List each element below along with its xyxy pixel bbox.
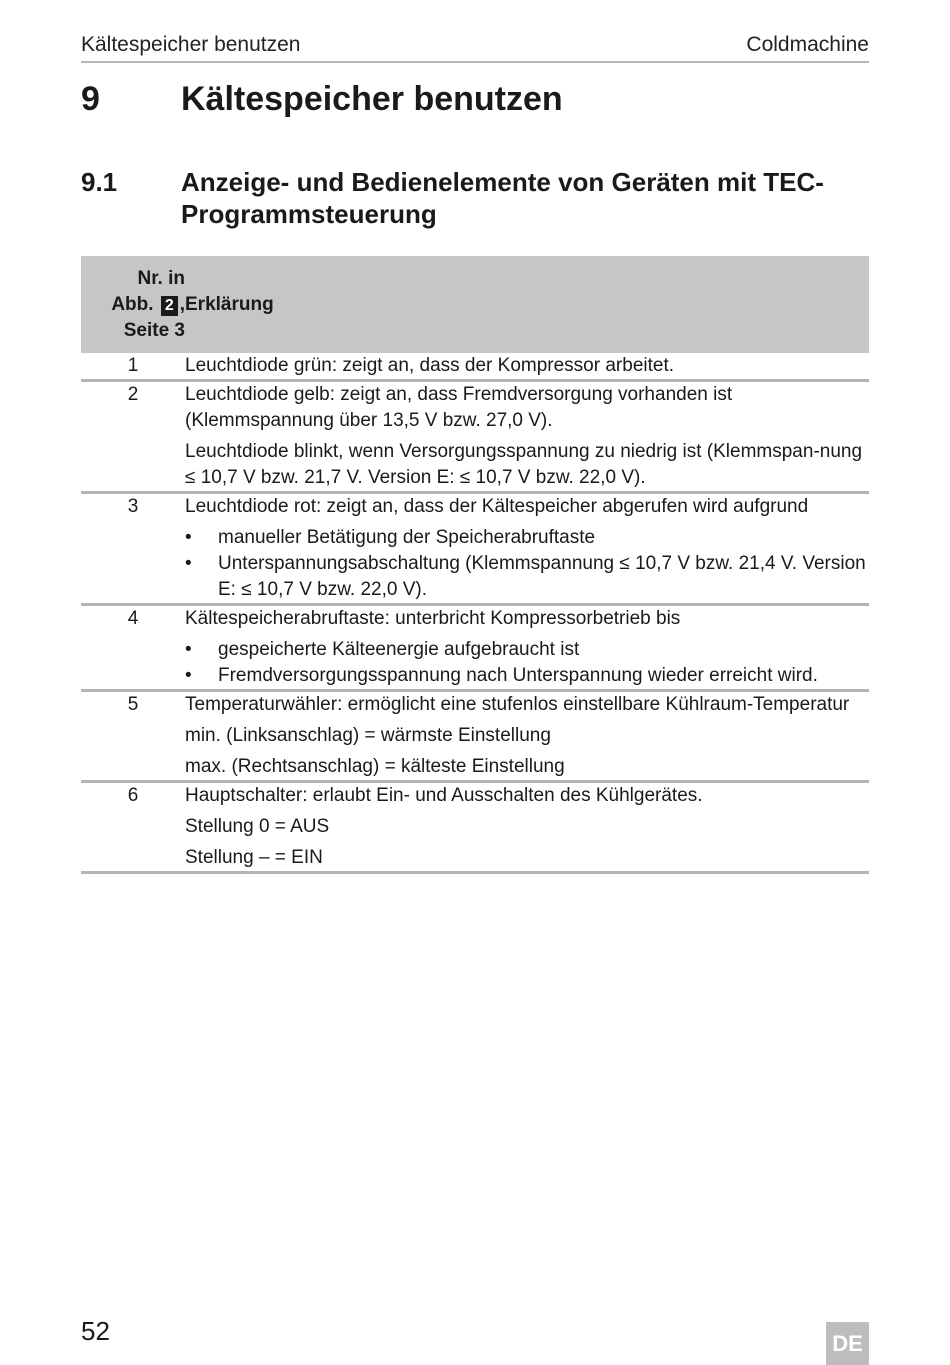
header-product-name: Coldmachine [746, 33, 869, 56]
running-header [81, 30, 869, 63]
header-chapter-title: Kältespeicher benutzen [81, 33, 301, 56]
bullet-item: • Fremdversorgungsspannung nach Unterspannung wieder erreicht wird. [185, 663, 869, 689]
controls-table [81, 256, 869, 874]
row-explanation [185, 691, 869, 782]
row-number: 4 [81, 605, 185, 691]
bullet-item: • manueller Betätigung der Speicherabruftaste [185, 525, 869, 551]
column-header-number-line1: Nr. in [137, 267, 185, 289]
table-row [81, 493, 869, 605]
row-explanation [185, 381, 869, 493]
row-explanation [185, 782, 869, 873]
chapter-title: Kältespeicher benutzen [181, 80, 563, 118]
explanation-paragraph: Leuchtdiode blinkt, wenn Versorgungsspannung zu niedrig ist (Klemmspan-nung ≤ 10,7 V bzw. 21,7 V. Version E: ≤ 10,7 V bzw. 22,0 V). [185, 441, 863, 488]
row-explanation [185, 353, 869, 381]
table-header-row [81, 256, 869, 353]
explanation-paragraph: max. (Rechtsanschlag) = kälteste Einstellung [185, 756, 565, 777]
row-explanation [185, 605, 869, 691]
explanation-paragraph: Stellung – = EIN [185, 847, 323, 868]
column-header-explanation: Erklärung [185, 256, 869, 353]
table-row [81, 605, 869, 691]
table-row [81, 353, 869, 381]
column-header-number [81, 256, 185, 353]
row-number: 3 [81, 493, 185, 605]
bullet-list [185, 525, 869, 603]
column-header-number-line3: Seite 3 [123, 319, 185, 341]
figure-badge: 2 [161, 296, 178, 316]
column-header-abb: Abb. [111, 293, 154, 315]
row-explanation [185, 493, 869, 605]
bullet-list [185, 637, 869, 689]
explanation-paragraph: Hauptschalter: erlaubt Ein- und Ausschalten des Kühlgerätes. [185, 785, 703, 806]
row-number: 2 [81, 381, 185, 493]
chapter-number: 9 [81, 80, 100, 118]
table-row [81, 691, 869, 782]
bullet-item: • Unterspannungsabschaltung (Klemmspannung ≤ 10,7 V bzw. 21,4 V. Version E: ≤ 10,7 V bzw. 22,0 V). [185, 551, 869, 603]
explanation-paragraph: min. (Linksanschlag) = wärmste Einstellung [185, 725, 551, 746]
explanation-paragraph: Temperaturwähler: ermöglicht eine stufenlos einstellbare Kühlraum-Temperatur [185, 694, 850, 715]
row-number: 5 [81, 691, 185, 782]
explanation-paragraph: Leuchtdiode rot: zeigt an, dass der Kältespeicher abgerufen wird aufgrund [185, 496, 809, 517]
explanation-paragraph: Stellung 0 = AUS [185, 816, 330, 837]
row-number: 1 [81, 353, 185, 381]
language-badge: DE [826, 1322, 869, 1365]
section-number: 9.1 [81, 167, 118, 197]
explanation-paragraph: Leuchtdiode grün: zeigt an, dass der Kompressor arbeitet. [185, 355, 675, 376]
explanation-paragraph: Leuchtdiode gelb: zeigt an, dass Fremdversorgung vorhanden ist (Klemmspannung über 13,5 V bzw. 27,0 V). [185, 384, 733, 431]
page-number: 52 [81, 1316, 110, 1346]
row-number: 6 [81, 782, 185, 873]
table-row [81, 381, 869, 493]
table-row [81, 782, 869, 873]
bullet-item: • gespeicherte Kälteenergie aufgebraucht ist [185, 637, 869, 663]
explanation-paragraph: Kältespeicherabruftaste: unterbricht Kompressorbetrieb bis [185, 608, 681, 629]
table-body [81, 353, 869, 873]
column-header-number-line2 [81, 292, 185, 318]
section-title: Anzeige- und Bedienelemente von Geräten mit TEC-Programmsteuerung [181, 167, 824, 229]
column-header-comma: , [179, 293, 185, 315]
